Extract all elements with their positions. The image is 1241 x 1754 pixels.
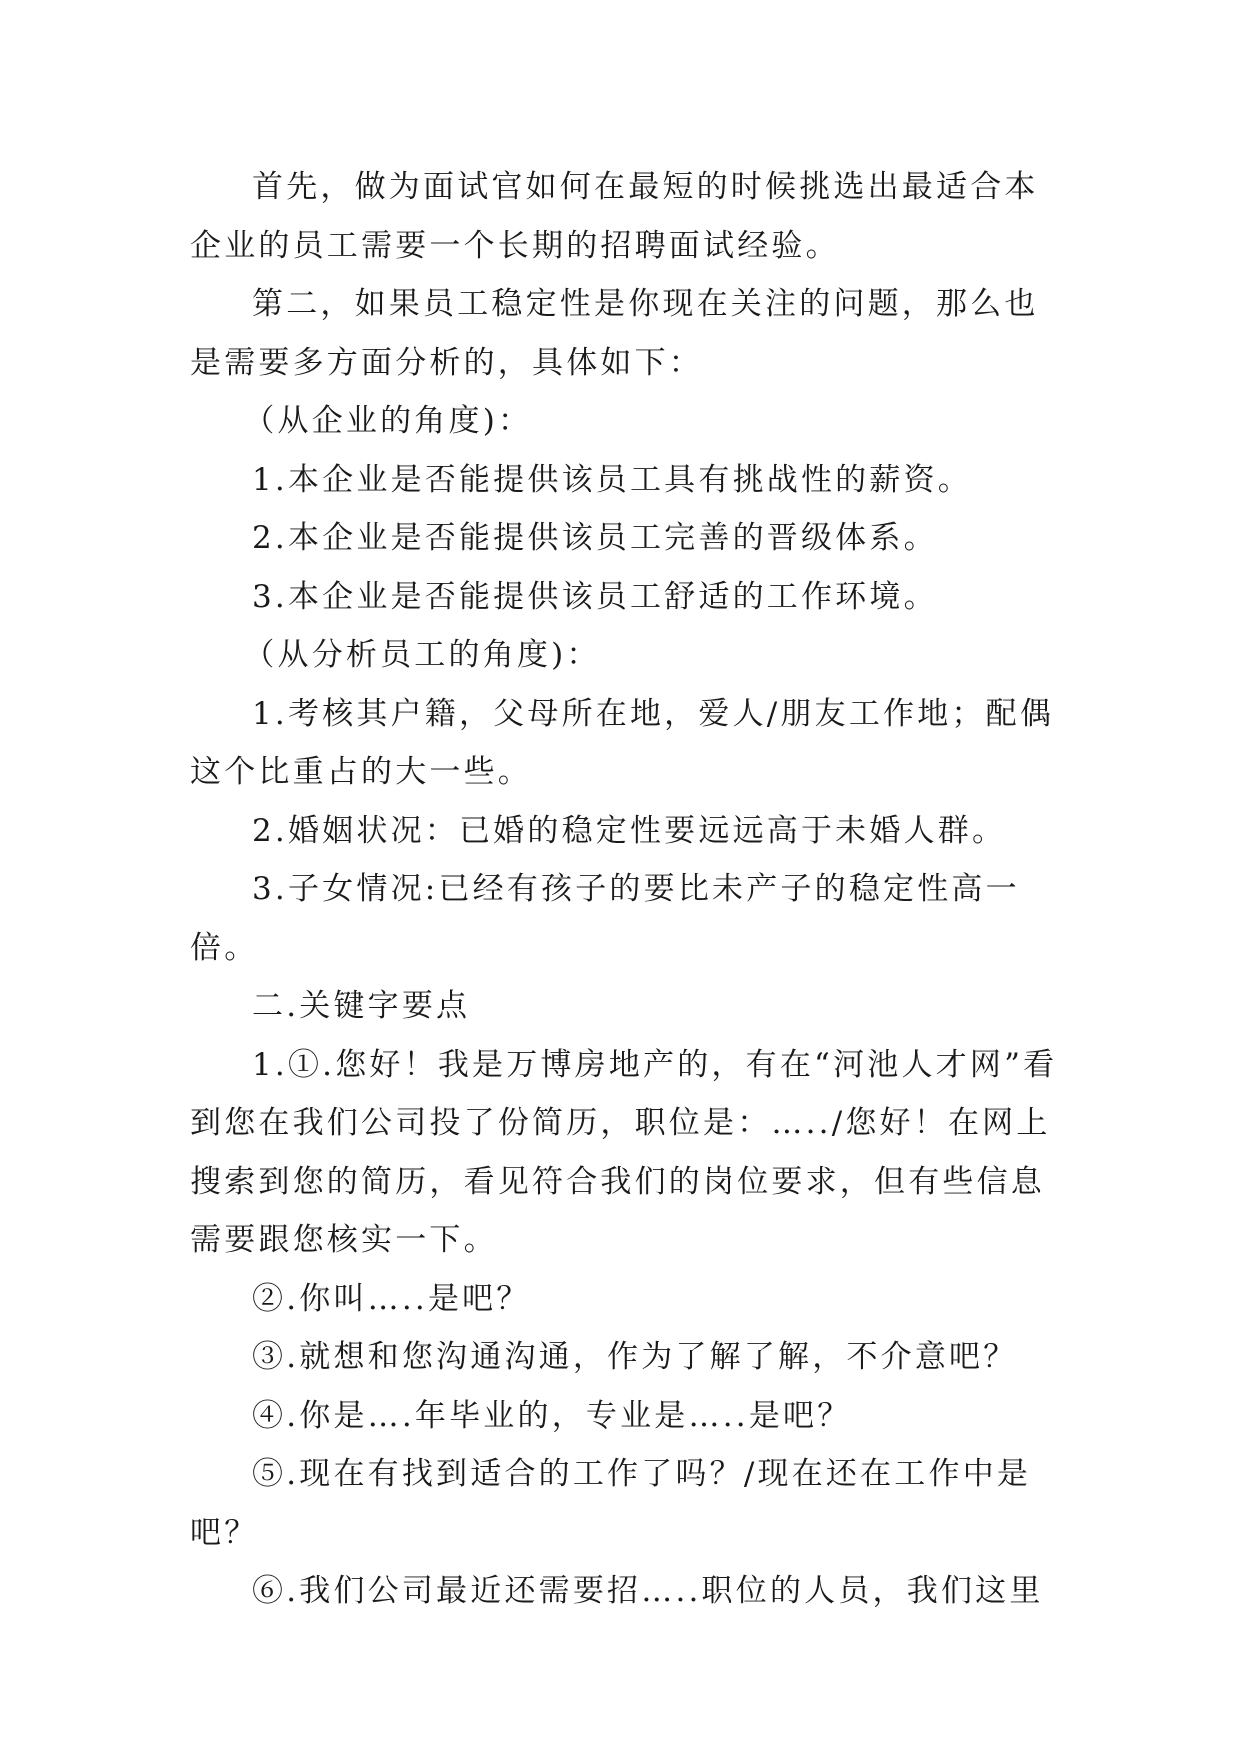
paragraph-enterprise-item-2: 2.本企业是否能提供该员工完善的晋级体系。 [252, 520, 938, 556]
paragraph-enterprise-heading: （从企业的角度)： [243, 403, 533, 439]
paragraph-enterprise-item-3: 3.本企业是否能提供该员工舒适的工作环境。 [252, 578, 938, 615]
paragraph-employee-heading: （从分析员工的角度)： [243, 637, 601, 673]
document-body [190, 158, 1058, 1621]
section-heading-keywords: 二.关键字要点 [252, 988, 471, 1024]
paragraph-intro: 首先，做为面试官如何在最短的时候挑选出最适合本企业的员工需要一个长期的招聘面试经验。 [190, 169, 1039, 264]
paragraph-keyword-5: ⑤.现在有找到适合的工作了吗？/现在还在工作中是吧？ [190, 1456, 1032, 1551]
paragraph-keyword-4: ④.你是….年毕业的，专业是…..是吧？ [252, 1397, 852, 1434]
paragraph-keyword-6: ⑥.我们公司最近还需要招…..职位的人员，我们这里 [252, 1573, 1044, 1609]
paragraph-keyword-3: ③.就想和您沟通沟通，作为了解了解，不介意吧？ [252, 1339, 1018, 1375]
paragraph-keyword-2: ②.你叫…..是吧？ [252, 1280, 531, 1317]
paragraph-second: 第二，如果员工稳定性是你现在关注的问题，那么也是需要多方面分析的，具体如下： [190, 286, 1039, 381]
paragraph-keyword-1: 1.①.您好！我是万博房地产的，有在“河池人才网”看到您在我们公司投了份简历，职位是：…../您好！在网上搜索到您的简历，看见符合我们的岗位要求，但有些信息需要跟您核实一下。 [190, 1046, 1058, 1258]
paragraph-employee-item-3: 3.子女情况:已经有孩子的要比未产子的稳定性高一倍。 [190, 871, 1020, 966]
paragraph-employee-item-1: 1.考核其户籍，父母所在地，爱人/朋友工作地；配偶这个比重占的大一些。 [190, 695, 1055, 790]
paragraph-employee-item-2: 2.婚姻状况：已婚的稳定性要远远高于未婚人群。 [252, 812, 1007, 849]
paragraph-enterprise-item-1: 1.本企业是否能提供该员工具有挑战性的薪资。 [252, 461, 972, 498]
